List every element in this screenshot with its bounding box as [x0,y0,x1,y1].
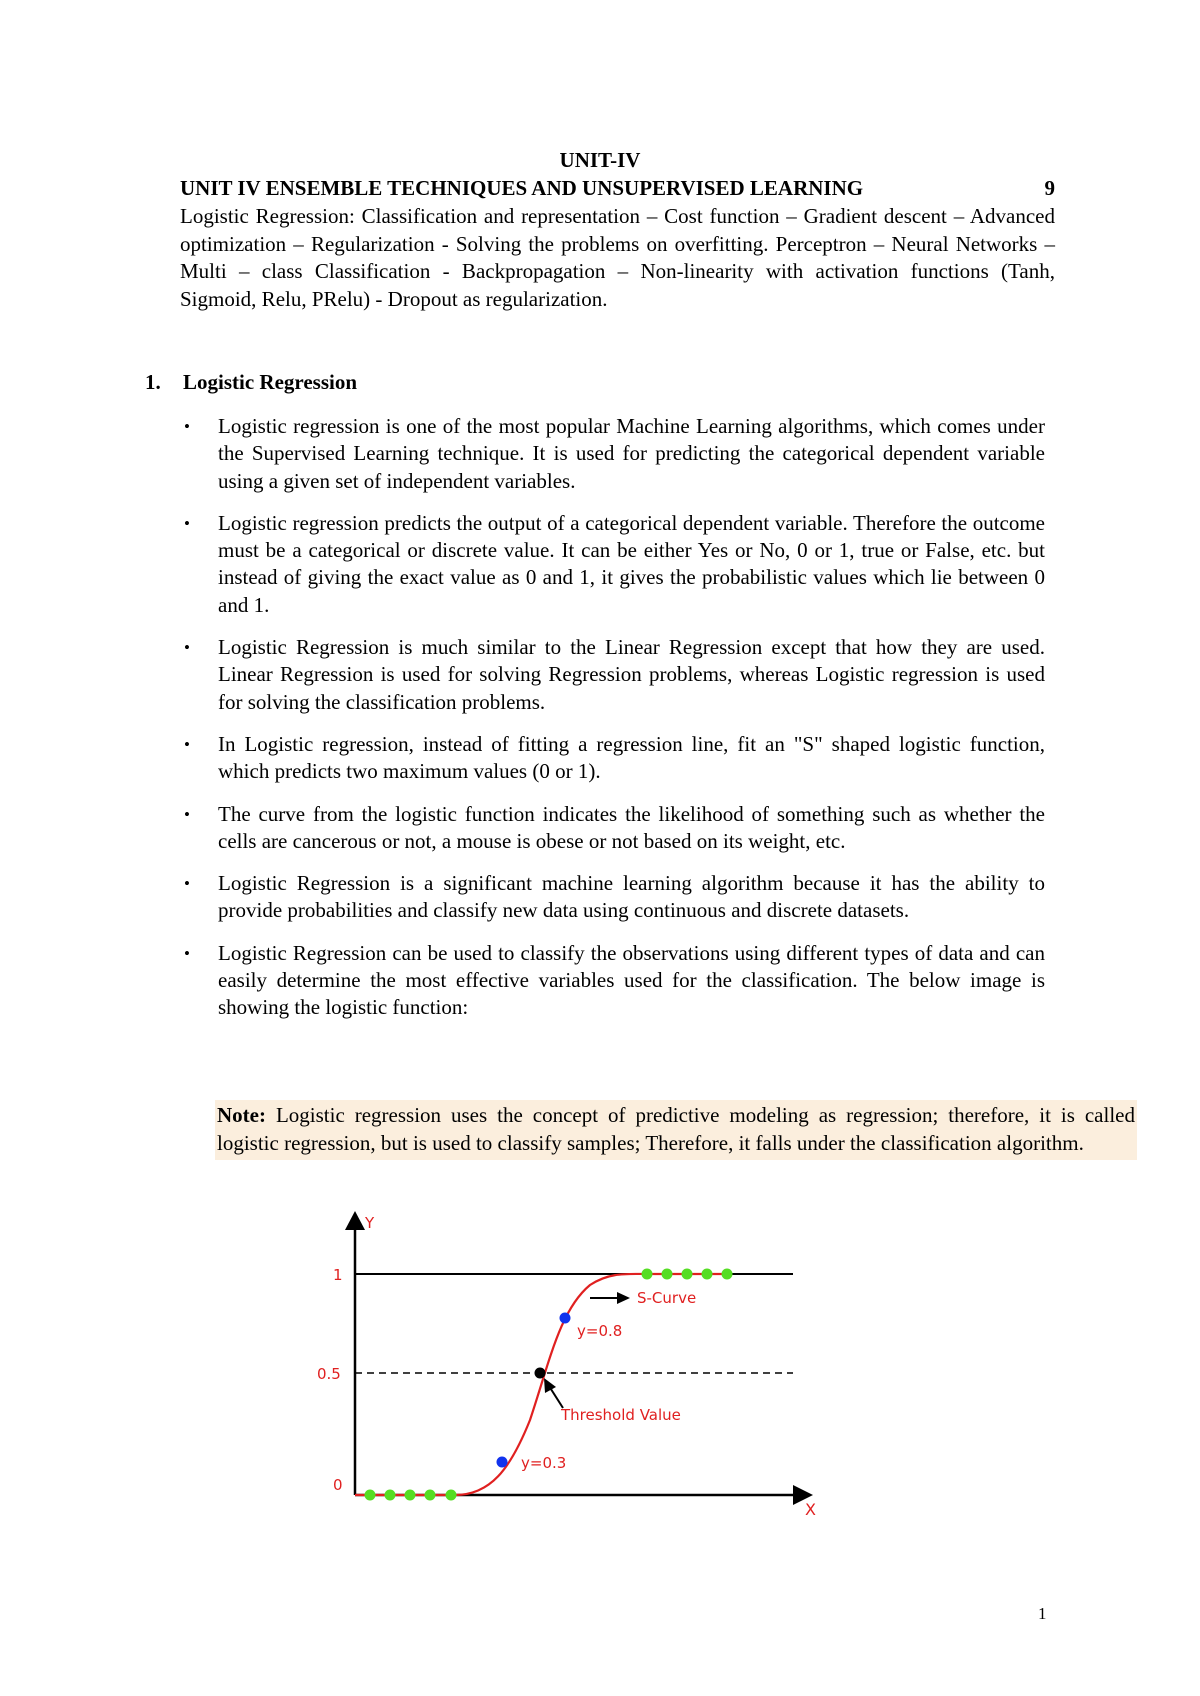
section-title: Logistic Regression [183,370,358,394]
list-item-text: Logistic Regression is much similar to the Linear Regression except that how they are used. Linear Regression is used for solving Regression problems, whereas Logistic regression is used for solving the classification problems. [218,635,1045,714]
note-box [215,1100,1137,1160]
class-one-point [642,1269,653,1280]
syllabus-heading [180,176,1055,201]
section-heading [145,370,357,395]
list-item-text: In Logistic regression, instead of fitting a regression line, fit an "S" shaped logistic function, which predicts two maximum values (0 or 1). [218,731,1045,784]
class-one-point [682,1269,693,1280]
syllabus-title: UNIT IV ENSEMBLE TECHNIQUES AND UNSUPERVISED LEARNING [180,176,864,200]
y-axis-arrow-icon [345,1211,365,1230]
tick-label-half: 0.5 [317,1365,341,1383]
x-axis-label: X [805,1500,816,1519]
bullet-icon: • [184,513,190,533]
class-zero-point [385,1490,396,1501]
point-high-label: y=0.8 [577,1322,623,1340]
threshold-label: Threshold Value [561,1406,681,1424]
tick-label-one: 1 [333,1266,343,1284]
logistic-function-figure [317,1210,835,1530]
list-item-text: Logistic regression predicts the output of a categorical dependent variable. Therefore the outcome must be a categorical or discrete value. It can be either Yes or No, 0 or 1, true or False, etc. but instead of giving the exact value as 0 and 1, it gives the probabilistic values which lie between 0 and 1. [218,510,1045,617]
note-label: Note: [217,1103,266,1127]
syllabus-topics: Logistic Regression: Classification and representation – Cost function – Gradient descent – Advanced optimization – Regularization - Solving the problems on overfitting. Perceptron – Neural Networks – Multi – class Classification - Backpropagation – Non-linearity with activation functions (Tanh, Sigmoid, Relu, PRelu) - Dropout as regularization. [180,204,1055,311]
unit-title: UNIT-IV [559,148,641,172]
bullet-icon: • [184,874,190,894]
bullet-list [180,413,1045,1037]
list-item [180,634,1045,716]
class-one-point [662,1269,673,1280]
bullet-icon: • [184,804,190,824]
syllabus-hours: 9 [1044,176,1055,200]
class-zero-point [405,1490,416,1501]
list-item [180,731,1045,786]
point-low [497,1457,508,1468]
threshold-arrow-icon [544,1378,556,1393]
list-item-text: The curve from the logistic function indicates the likelihood of something such as whether the cells are cancerous or not, a mouse is obese or not based on its weight, etc. [218,801,1045,853]
page-number: 1 [1038,1604,1047,1623]
list-item-text: Logistic regression is one of the most popular Machine Learning algorithms, which comes under the Supervised Learning technique. It is used for predicting the categorical dependent variable using a given set of independent variables. [218,414,1045,493]
list-item [180,801,1045,856]
tick-label-zero: 0 [333,1476,343,1494]
bullet-icon: • [184,734,190,754]
bullet-icon: • [184,943,190,963]
s-curve-arrow-icon [617,1292,630,1304]
class-one-point [722,1269,733,1280]
class-zero-point [446,1490,457,1501]
bullet-icon: • [184,417,190,436]
class-one-point [702,1269,713,1280]
threshold-point [535,1368,546,1379]
y-axis-label: Y [365,1214,375,1232]
point-high [560,1313,571,1324]
class-zero-point [425,1490,436,1501]
list-item [180,510,1045,619]
point-low-label: y=0.3 [521,1454,567,1472]
list-item [180,870,1045,925]
list-item [180,940,1045,1022]
s-curve-label: S-Curve [637,1289,697,1307]
section-number: 1. [145,370,161,394]
list-item [180,413,1045,495]
bullet-icon: • [184,638,190,658]
list-item-text: Logistic Regression can be used to classify the observations using different types of data and can easily determine the most effective variables used for the classification. The below image is showing the logistic function: [218,940,1045,1020]
logistic-function-diagram [317,1210,835,1530]
note-text: Logistic regression uses the concept of predictive modeling as regression; therefore, it is called logistic regression, but is used to classify samples; Therefore, it falls under the classification algorithm. [217,1103,1135,1155]
class-zero-point [365,1490,376,1501]
list-item-text: Logistic Regression is a significant machine learning algorithm because it has the ability to provide probabilities and classify new data using continuous and discrete datasets. [218,871,1045,923]
